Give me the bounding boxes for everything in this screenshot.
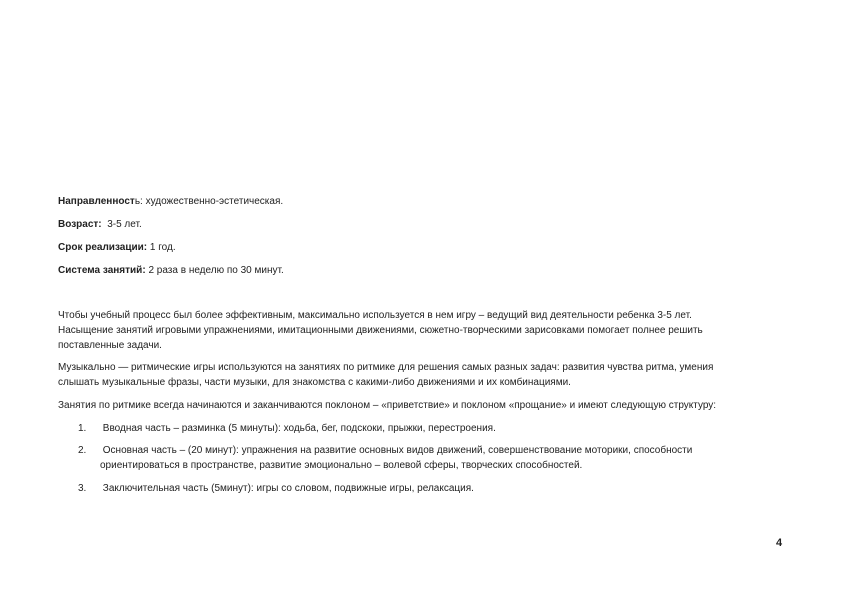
paragraph-1-line: поставленные задачи. [58, 340, 162, 351]
fact-label: Система занятий: [58, 265, 146, 276]
paragraph-2-line: слышать музыкальные фразы, части музыки, для знакомства с какими-либо движениями и их комбинациями. [58, 377, 571, 388]
page-number: 4 [776, 537, 783, 549]
list-item-number: 2. [78, 445, 87, 456]
fact-duration [58, 240, 176, 255]
fact-value: 2 раза в неделю по 30 минут. [145, 265, 284, 276]
fact-direction [58, 194, 283, 209]
list-item-number: 1. [78, 423, 87, 434]
list-item [78, 421, 778, 436]
fact-value: 1 год. [147, 242, 176, 253]
list-item [78, 443, 778, 458]
list-item-continuation: ориентироваться в пространстве, развитие эмоционально – волевой сферы, творческих способностей. [100, 460, 583, 471]
list-item-number: 3. [78, 483, 87, 494]
fact-value: ь: художественно-эстетическая. [134, 196, 284, 207]
paragraph-2-line: Музыкально — ритмические игры используются на занятиях по ритмике для решения самых разных задач: развития чувства ритма, умения [58, 362, 714, 373]
fact-label: Возраст: [58, 219, 102, 230]
list-item-text: Основная часть – (20 минут): упражнения на развитие основных видов движений, совершенствование моторики, способности [102, 445, 693, 456]
fact-label: Направленност [58, 196, 135, 207]
paragraph-3-line: Занятия по ритмике всегда начинаются и заканчиваются поклоном – «приветствие» и поклоном «прощание» и имеют следующую структуру: [58, 400, 717, 411]
fact-schedule [58, 263, 284, 278]
fact-age [58, 217, 142, 232]
paragraph-1-line: Насыщение занятий игровыми упражнениями, имитационными движениями, сюжетно-творческими зарисовками помогает полнее решить [58, 325, 703, 336]
fact-label: Срок реализации: [58, 242, 148, 253]
list-item-text: Вводная часть – разминка (5 минуты): ходьба, бег, подскоки, прыжки, перестроения. [102, 423, 496, 434]
fact-value: 3-5 лет. [101, 219, 142, 230]
list-item [78, 481, 778, 496]
list-item-text: Заключительная часть (5минут): игры со словом, подвижные игры, релаксация. [102, 483, 474, 494]
paragraph-1-line: Чтобы учебный процесс был более эффективным, максимально используется в нем игру – ведущий вид деятельности ребенка 3-5 лет. [58, 310, 692, 321]
